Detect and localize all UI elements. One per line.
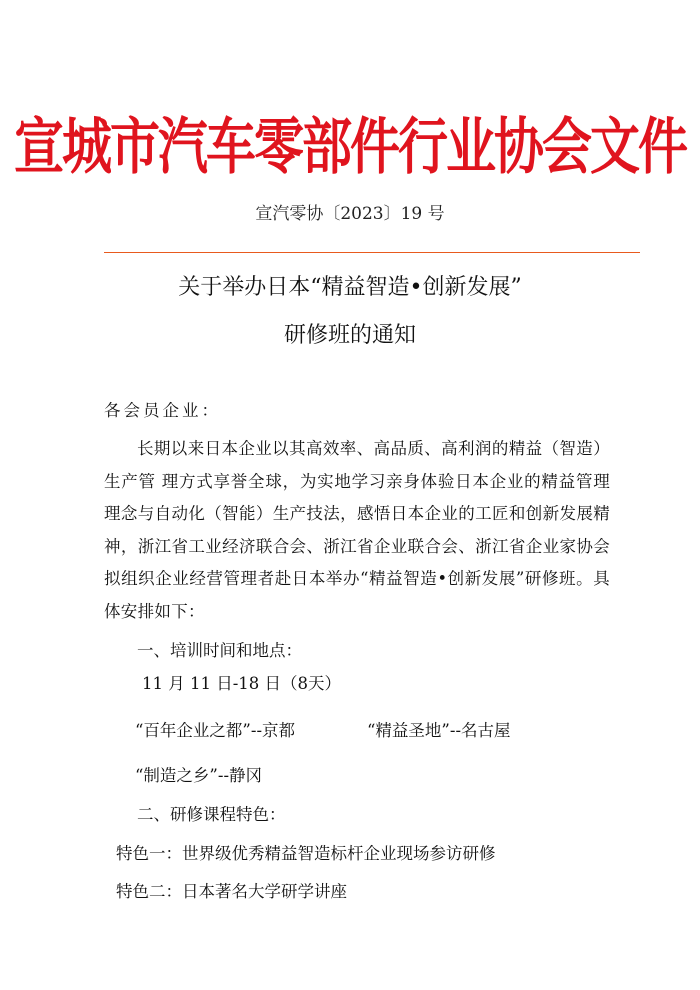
location-shizuoka: “制造之乡”--静冈 bbox=[135, 766, 263, 785]
header-divider bbox=[104, 252, 640, 253]
section-1-heading: 一、培训时间和地点： bbox=[137, 641, 302, 660]
feature-2: 特色二：日本著名大学研学讲座 bbox=[116, 882, 347, 901]
location-kyoto: “百年企业之都”--京都 bbox=[135, 721, 296, 740]
document-number: 宣汽零协〔2023〕19 号 bbox=[255, 204, 445, 224]
section-2-heading: 二、研修课程特色： bbox=[137, 805, 286, 824]
notice-title-line-2: 研修班的通知 bbox=[283, 323, 416, 348]
intro-paragraph: 长期以来日本企业以其高效率、高品质、高利润的精益（智造）生产管 理方式享誉全球，为实地学习亲身体验日本企业的精益管理理念与自动化（智能）生产技法，感悟日本企业的工匠和创新发展精神，浙江省工业经济联合会、浙江省企业联合会、浙江省企业家协会拟组织企业经营管理者赴日本举办“精益智造•创新发展”研修班。具体安排如下： bbox=[104, 439, 610, 621]
feature-1: 特色一：世界级优秀精益智造标杆企业现场参访研修 bbox=[116, 844, 496, 863]
training-date-range: 11 月 11 日-18 日（8天） bbox=[142, 674, 342, 693]
org-header-title: 宣城市汽车零部件行业协会文件 bbox=[14, 111, 686, 183]
location-nagoya: “精益圣地”--名古屋 bbox=[367, 721, 511, 740]
salutation: 各会员企业： bbox=[104, 401, 221, 420]
notice-title-line-1: 关于举办日本“精益智造•创新发展” bbox=[178, 275, 522, 300]
